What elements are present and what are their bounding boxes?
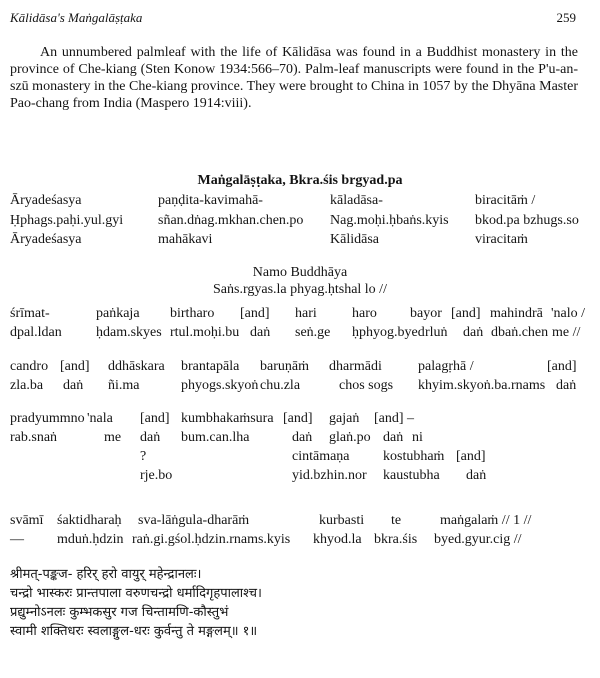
word: 'nala xyxy=(87,411,113,426)
word: dharmādi xyxy=(329,359,382,374)
word: daṅ xyxy=(140,430,161,445)
word: brantapāla xyxy=(181,359,240,374)
word: glaṅ.po xyxy=(329,430,371,445)
word: bkra.śis xyxy=(374,532,418,547)
word: [and] xyxy=(60,359,90,374)
devanagari-line: स्वामी शक्तिधरः स्वलाङ्गुल-धरः कुर्वन्तु ते मङ्गलम्॥ १॥ xyxy=(10,624,258,639)
word: chos sogs xyxy=(339,378,394,393)
word: byed.gyur.cig // xyxy=(434,532,522,547)
word: mduṅ.ḥdzin xyxy=(57,532,124,547)
word: birtharo xyxy=(170,306,215,321)
word: bum.can.lha xyxy=(181,430,250,445)
word: seṅ.ge xyxy=(295,325,331,340)
word: bayor xyxy=(410,306,442,321)
word: candro xyxy=(10,359,49,374)
word: Āryadeśasya xyxy=(10,193,82,208)
word: ni xyxy=(412,430,423,445)
intro-paragraph xyxy=(10,44,578,112)
word: ddhāskara xyxy=(108,359,165,374)
word: me // xyxy=(552,325,581,340)
word: daṅ xyxy=(463,325,484,340)
word: paṅkaja xyxy=(96,306,140,321)
word: rtul.moḥi.bu xyxy=(170,325,240,340)
section-title: Maṅgalāṣṭaka, Bkra.śis brgyad.pa xyxy=(197,173,403,188)
word: 'nalo / xyxy=(551,306,586,321)
word: rluṅ xyxy=(425,325,448,340)
word: mahākavi xyxy=(158,232,213,247)
word: daṅ xyxy=(466,468,487,483)
word: ? xyxy=(140,449,147,464)
running-title: Kālidāsa's Maṅgalāṣṭaka xyxy=(10,10,143,25)
word: mahindrā xyxy=(490,306,543,321)
word: ḥphyog.byed xyxy=(352,325,425,340)
word: ḥdam.skyes xyxy=(96,325,162,340)
word: rje.bo xyxy=(140,468,173,483)
word: [and] xyxy=(456,449,486,464)
word: daṅ xyxy=(250,325,271,340)
word: [and] xyxy=(140,411,170,426)
word: haro xyxy=(352,306,377,321)
word: — xyxy=(10,532,24,547)
word: cintāmaṇa xyxy=(292,449,350,464)
word: maṅgalaṁ // 1 // xyxy=(440,513,532,528)
word: sva-lāṅgula-dharāṁ xyxy=(138,513,250,528)
word: pradyummno xyxy=(10,411,85,426)
word: kumbhakaṁsura xyxy=(181,411,274,426)
word: daṅ xyxy=(383,430,404,445)
word: phyogs.skyoṅ xyxy=(181,378,259,393)
word: [and] xyxy=(547,359,577,374)
word: [and] xyxy=(283,411,313,426)
word: kaustubha xyxy=(383,468,440,483)
word: baruṇāṁ xyxy=(260,359,309,374)
word: daṅ xyxy=(292,430,313,445)
word: zla.ba xyxy=(10,378,44,393)
word: khyod.la xyxy=(313,532,362,547)
word: Āryadeśasya xyxy=(10,232,82,247)
word: sñan.dṅag.mkhan.chen.po xyxy=(158,213,304,228)
word: te xyxy=(391,513,402,528)
word: hari xyxy=(295,306,317,321)
word: Kālidāsa xyxy=(330,232,379,247)
word: yid.bzhin.nor xyxy=(292,468,367,483)
word: gajaṅ xyxy=(329,411,360,426)
word: bkod.pa bzhugs.so xyxy=(475,213,579,228)
word: daṅ xyxy=(556,378,577,393)
word: śaktidharaḥ xyxy=(57,513,122,528)
word: [and] xyxy=(240,306,270,321)
word: [and] xyxy=(451,306,481,321)
word: Nag.moḥi.ḥbaṅs.kyis xyxy=(330,213,449,228)
word: kostubhaṁ xyxy=(383,449,445,464)
word: svāmī xyxy=(10,513,44,528)
word: kurbasti xyxy=(319,513,365,528)
word: viracitaṁ xyxy=(475,232,528,247)
word: palagṛhā / xyxy=(418,359,474,374)
word: raṅ.gi.gśol.ḥdzin.rnams.kyis xyxy=(132,532,291,547)
word: paṇḍita-kavimahā- xyxy=(158,193,263,208)
word: chu.zla xyxy=(260,378,301,393)
word: daṅ xyxy=(63,378,84,393)
intro-text: An unnumbered palmleaf with the life of Kālidāsa was found in a Buddhist monastery in the province of Che-kiang (Sten Konow 1934:566–70). Palm-leaf manuscripts were found in the P'u-an-szū monastery in the Che-kiang province. They were brought to China in 1057 by the Dhyāna Master Pao-chang from India (Maspero 1914:viii). xyxy=(10,45,578,111)
word: śrīmat- xyxy=(10,306,50,321)
invocation-tibetan: Saṅs.rgyas.la phyag.ḥtshal lo // xyxy=(213,282,387,297)
word: khyim.skyoṅ.ba.rnams xyxy=(418,378,546,393)
invocation: Namo Buddhāya xyxy=(252,265,348,280)
word: me xyxy=(104,430,122,445)
page-number: 259 xyxy=(556,10,576,25)
devanagari-line: प्रद्युम्नोऽनलः कुम्भकसुर गज चिन्तामणि-कौस्तुभं xyxy=(10,605,229,620)
word: dbaṅ.chen xyxy=(491,325,549,340)
word: ñi.ma xyxy=(108,378,140,393)
word: Ḥphags.paḥi.yul.gyi xyxy=(10,213,124,228)
word: dpal.ldan xyxy=(10,325,62,340)
word: rab.snaṅ xyxy=(10,430,58,445)
word: [and] – xyxy=(374,411,415,426)
devanagari-line: श्रीमत्-पङ्कज- हरिर् हरो वायुर् महेन्द्रानलः। xyxy=(10,567,202,582)
word: biracitāṁ / xyxy=(475,193,536,208)
devanagari-line: चन्द्रो भास्करः प्रान्तपाला वरुणचन्द्रो धर्मादिगृहपालाश्च। xyxy=(10,586,262,601)
word: kāladāsa- xyxy=(330,193,383,208)
